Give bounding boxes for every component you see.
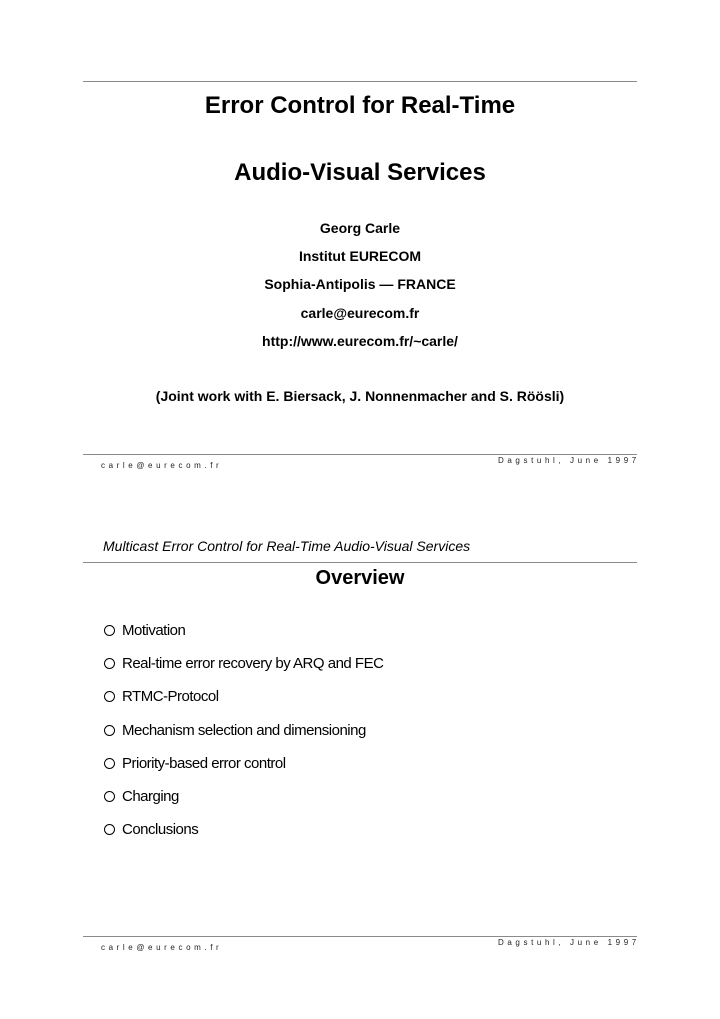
circle-bullet-icon xyxy=(104,691,115,702)
list-item xyxy=(104,714,383,747)
slide2-footer-email: carle@eurecom.fr xyxy=(101,943,223,952)
list-item-label: Priority-based error control xyxy=(122,754,286,772)
circle-bullet-icon xyxy=(104,758,115,769)
list-item-label: Real-time error recovery by ARQ and FEC xyxy=(122,655,384,673)
circle-bullet-icon xyxy=(104,824,115,835)
location: Sophia-Antipolis — FRANCE xyxy=(264,276,456,292)
list-item-label: Mechanism selection and dimensioning xyxy=(122,721,366,739)
institute: Institut EURECOM xyxy=(298,248,422,264)
slide2-top-rule xyxy=(83,562,637,563)
email: carle@eurecom.fr xyxy=(300,305,420,321)
slide1-footer-email: carle@eurecom.fr xyxy=(101,461,223,470)
list-item xyxy=(104,614,383,647)
running-head: Multicast Error Control for Real-Time Audio-Visual Services xyxy=(103,538,471,554)
list-item xyxy=(104,780,383,813)
author-name: Georg Carle xyxy=(319,220,401,236)
homepage-url: http://www.eurecom.fr/~carle/ xyxy=(262,333,458,349)
list-item-label: Charging xyxy=(122,788,179,806)
list-item-label: RTMC-Protocol xyxy=(122,688,219,706)
list-item-label: Conclusions xyxy=(122,821,199,839)
overview-heading: Overview xyxy=(315,567,405,589)
joint-work-note: (Joint work with E. Biersack, J. Nonnenmacher and S. Röösli) xyxy=(155,388,565,404)
title-line-1: Error Control for Real-Time xyxy=(204,92,516,119)
slide1-footer-rule xyxy=(83,454,637,455)
slide2-footer-venue: Dagstuhl, June 1997 xyxy=(498,938,640,947)
top-rule xyxy=(83,81,637,82)
circle-bullet-icon xyxy=(104,658,115,669)
list-item xyxy=(104,747,383,780)
circle-bullet-icon xyxy=(104,725,115,736)
title-line-2: Audio-Visual Services xyxy=(234,159,486,186)
slide1-footer-venue: Dagstuhl, June 1997 xyxy=(498,456,640,465)
circle-bullet-icon xyxy=(104,625,115,636)
list-item xyxy=(104,680,383,713)
circle-bullet-icon xyxy=(104,791,115,802)
list-item xyxy=(104,813,383,846)
list-item xyxy=(104,647,383,680)
slide2-footer-rule xyxy=(83,936,637,937)
overview-list xyxy=(104,614,383,846)
list-item-label: Motivation xyxy=(122,622,186,640)
